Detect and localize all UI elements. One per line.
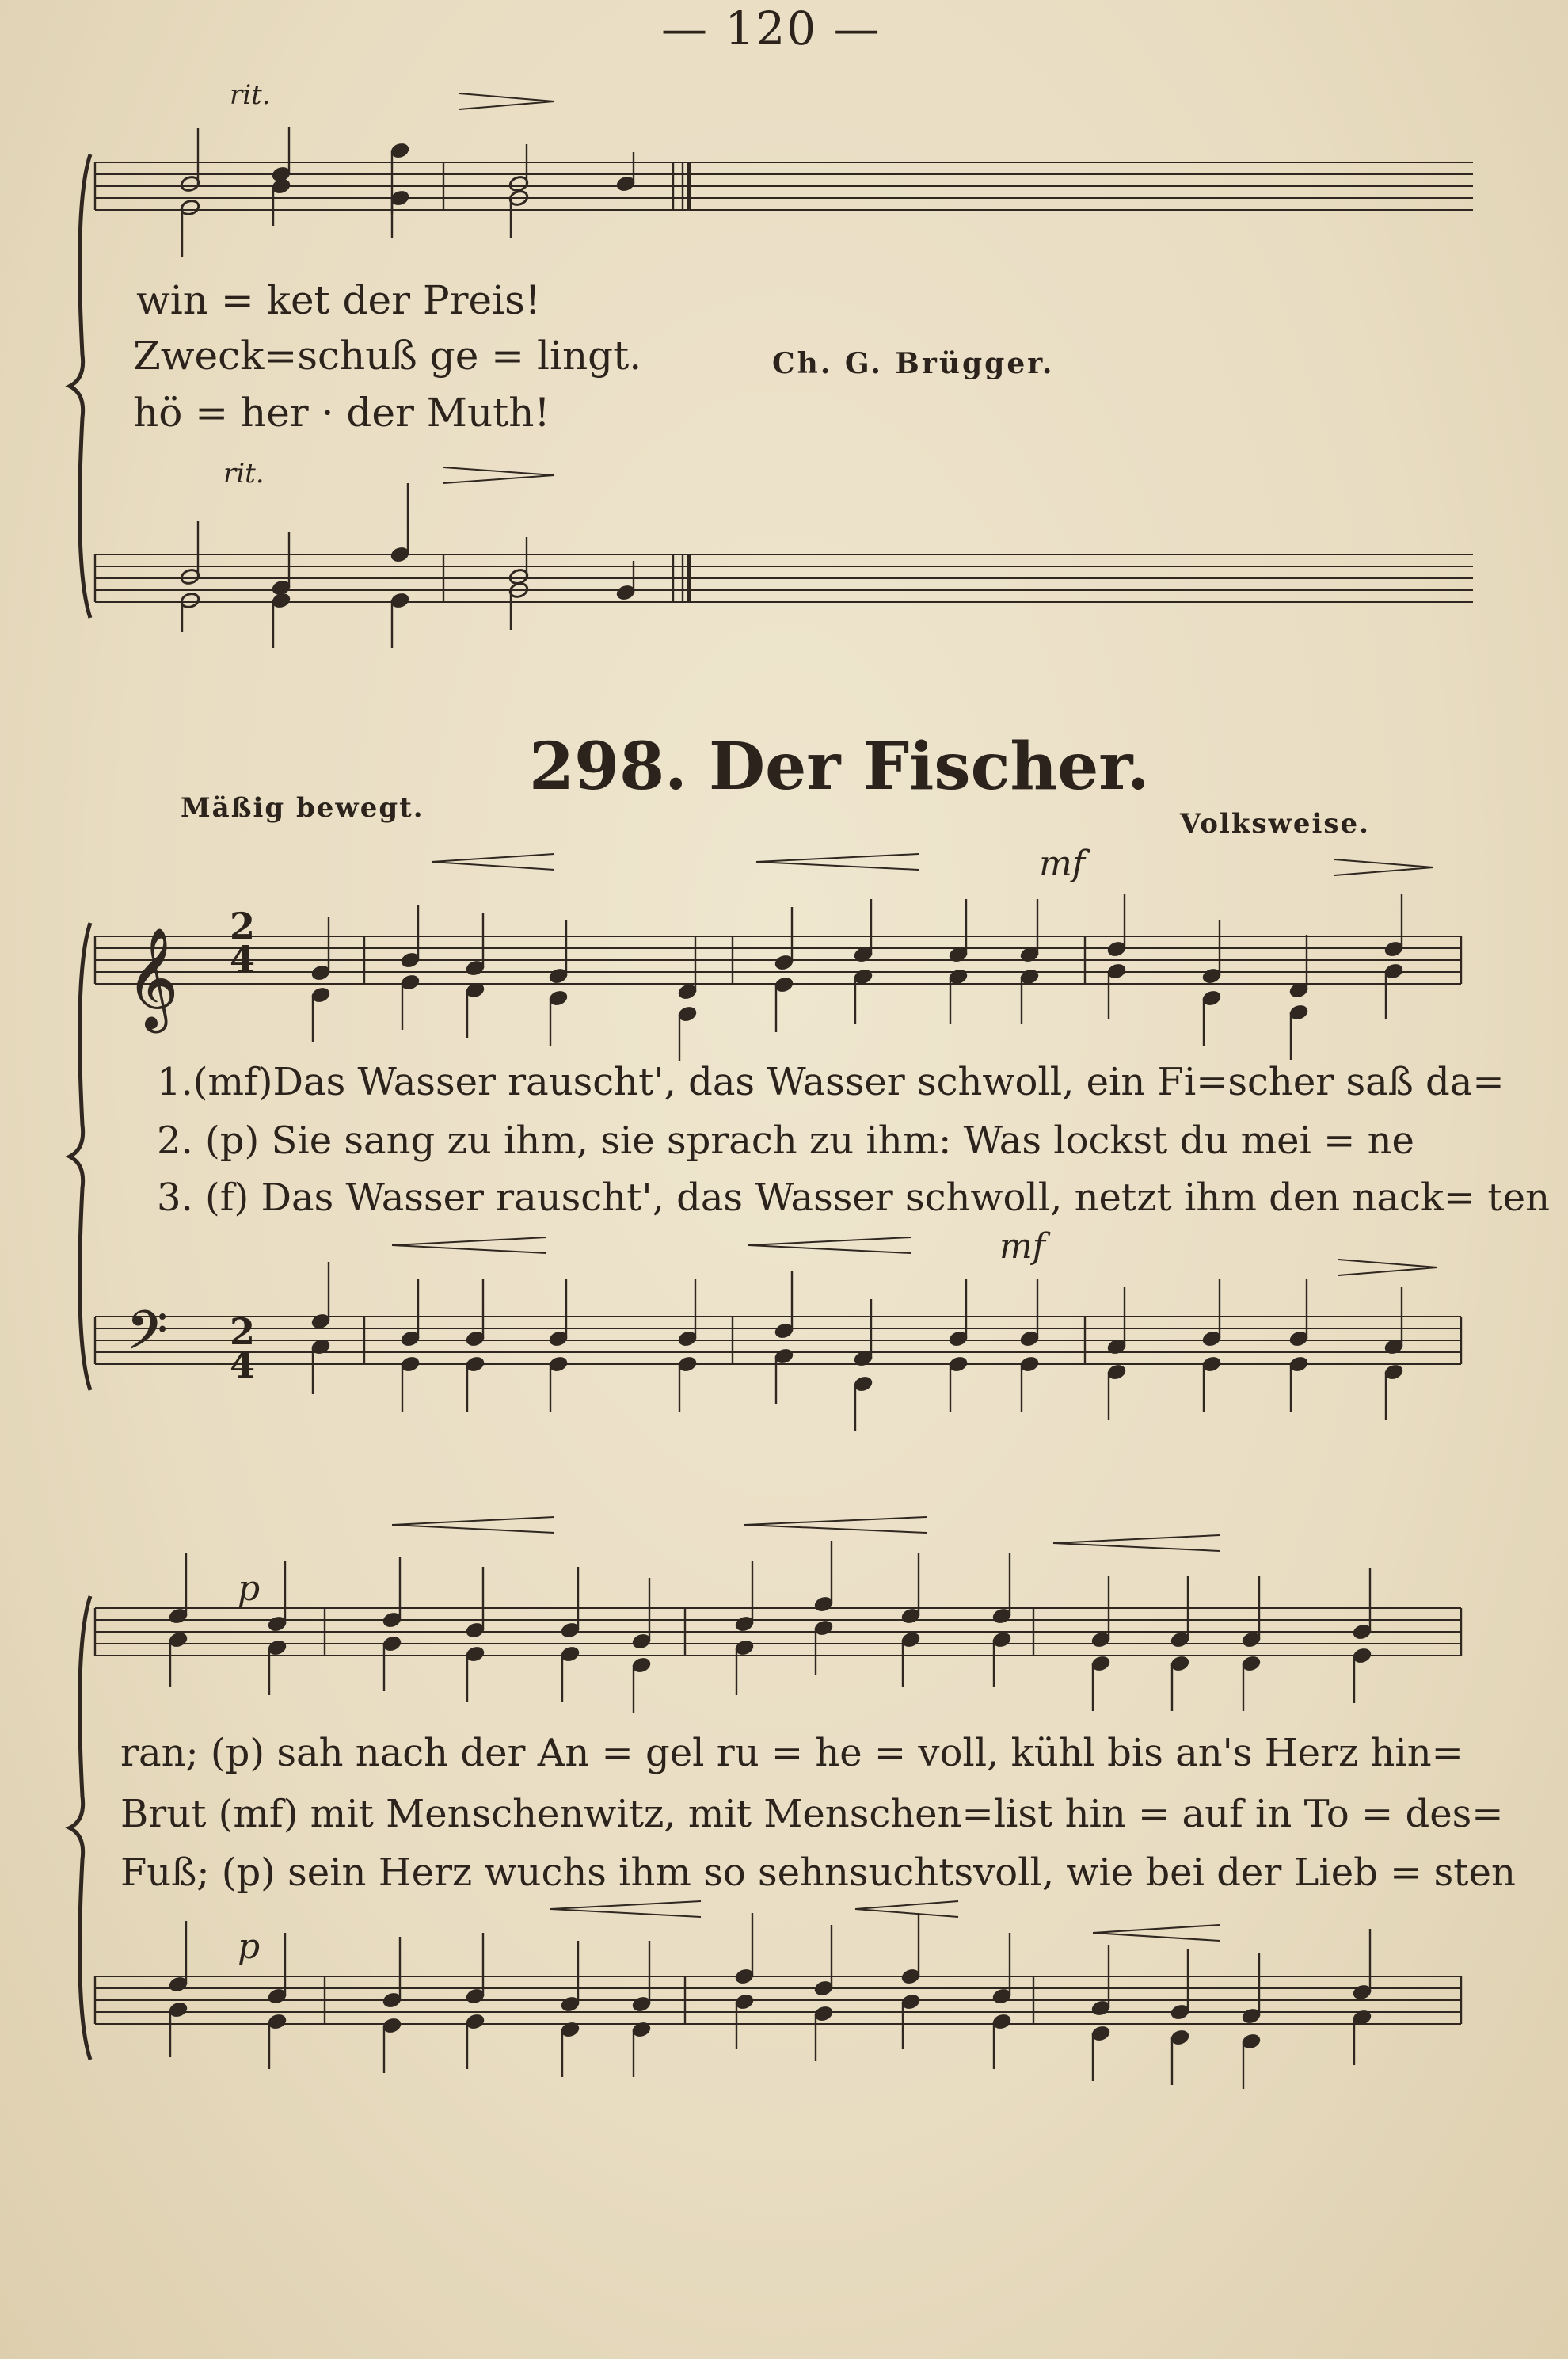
composer-credit: Ch. G. Brügger. <box>772 347 1055 380</box>
song-number: 298. <box>529 729 687 805</box>
page-number: — 120 — <box>661 2 881 55</box>
verse-3-line-a: 3. (f) Das Wasser rauscht', das Wasser schwoll, netzt ihm den nack= ten <box>157 1176 1550 1220</box>
dynamic-p-treble: p <box>238 1568 261 1609</box>
time-signature-bass: 2 4 <box>230 1310 256 1386</box>
top-lyric-line-1: win = ket der Preis! <box>136 277 541 323</box>
svg-text:𝄢: 𝄢 <box>127 1300 168 1374</box>
dynamic-mf-treble: mf <box>1039 844 1086 884</box>
svg-text:𝄞: 𝄞 <box>127 927 179 1028</box>
dynamic-p-bass: p <box>238 1926 261 1967</box>
verse-3-line-b: Fuß; (p) sein Herz wuchs ihm so sehnsuchtsvoll, wie bei der Lieb = sten <box>120 1850 1516 1895</box>
verse-1-line-a: 1.(mf)Das Wasser rauscht', das Wasser schwoll, ein Fi=scher saß da= <box>157 1060 1505 1104</box>
top-lyric-line-3: hö = her · der Muth! <box>133 390 550 436</box>
time-signature-treble: 2 4 <box>230 905 256 981</box>
rit-mark-lower: rit. <box>223 458 265 490</box>
song-title: Der Fischer. <box>709 729 1150 805</box>
verse-1-line-b: ran; (p) sah nach der An = gel ru = he = voll, kühl bis an's Herz hin= <box>120 1731 1463 1775</box>
verse-2-line-b: Brut (mf) mit Menschenwitz, mit Menschen=list hin = auf in To = des= <box>120 1792 1504 1836</box>
top-lyric-line-2: Zweck=schuß ge = lingt. <box>133 333 642 379</box>
rit-mark-upper: rit. <box>230 79 271 111</box>
tempo-marking: Mäßig bewegt. <box>181 792 424 824</box>
verse-2-line-a: 2. (p) Sie sang zu ihm, sie sprach zu ihm: Was lockst du mei = ne <box>157 1119 1414 1163</box>
dynamic-mf-bass: mf <box>999 1226 1046 1267</box>
tune-origin: Volksweise. <box>1180 808 1370 840</box>
